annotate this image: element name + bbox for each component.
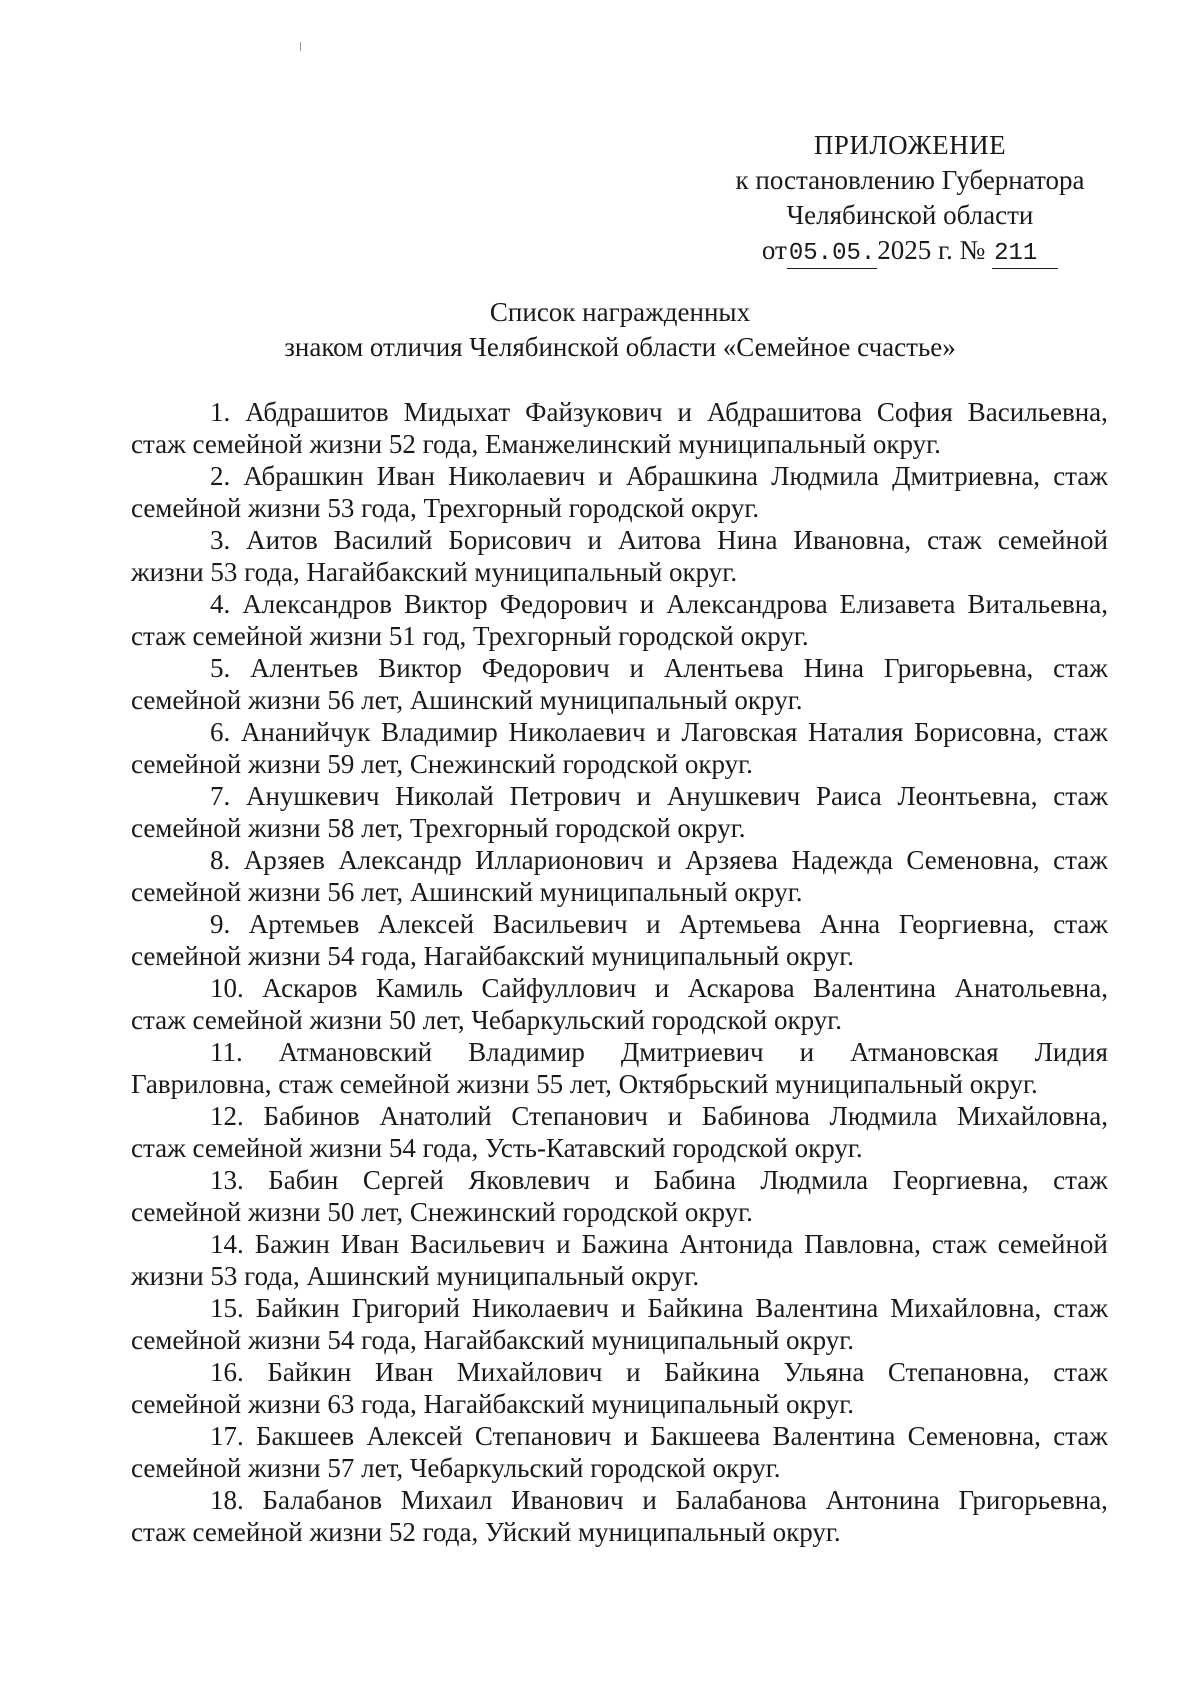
list-item-word: Бабинов [263,1101,360,1131]
list-item-word: Байкин [267,1357,352,1387]
list-item [131,1164,1108,1228]
list-item-word: Виктор [378,653,462,683]
list-item-word: Степанович [474,1421,612,1451]
list-item-word: Антонида [679,1229,794,1259]
list-item-line-2: стаж семейной жизни 50 лет, Чебаркульский городской округ. [131,1005,843,1035]
list-item-line-2: семейной жизни 59 лет, Снежинский городской округ. [131,749,753,779]
list-item-word: и [667,1101,683,1131]
document-title-line-2: знаком отличия Челябинской области «Семейное счастье» [284,332,956,362]
list-item-number: 4. [210,589,231,619]
list-item-word: Людмила [771,461,879,491]
document-title-line-1: Список награжденных [489,297,751,327]
list-item-word: Ульяна [783,1357,865,1387]
list-item [131,844,1108,908]
list-item-word: Николай [395,781,494,811]
list-item-word: Валентина [772,1421,896,1451]
list-item-word: стаж [1053,845,1108,875]
list-item-word: Аитова [617,525,702,555]
appendix-date-line [690,233,1130,269]
list-item-line-2: стаж семейной жизни 54 года, Усть-Катавский городской округ. [131,1133,863,1163]
list-item-word: Василий [333,525,433,555]
list-item [131,780,1108,844]
list-item-line-1 [131,844,1108,876]
list-item-word: стаж [1053,1293,1108,1323]
list-item-line-1 [131,972,1108,1004]
list-item-line-2: семейной жизни 58 лет, Трехгорный городской округ. [131,813,746,843]
list-item-line-1 [131,716,1108,748]
list-item-word: Алентьева [663,653,784,683]
list-item-word: Артемьев [248,909,360,939]
list-item-word: и [629,653,644,683]
list-item-word: Бажин [254,1229,330,1259]
list-item-word: Антонина [825,1485,940,1515]
list-item-word: Мидыхат [403,397,511,427]
list-item [131,908,1108,972]
list-item-word: Васильевич [410,1229,546,1259]
list-item-word: Файзукович [525,397,663,427]
list-item-word: Михаил [400,1485,493,1515]
list-item-word: Артемьева [679,909,802,939]
list-item-line-2: семейной жизни 53 года, Трехгорный городской округ. [131,493,760,523]
list-item-word: Анатолий [379,1101,492,1131]
list-item-word: Валентина [755,1293,879,1323]
list-item-word: стаж [1053,1357,1108,1387]
list-item-number: 17. [210,1421,244,1451]
list-item-word: Людмила [760,1165,869,1195]
list-item-number: 15. [210,1293,244,1323]
list-item-word: и [677,397,692,427]
list-item-number: 9. [210,909,231,939]
list-item-word: Григорьевна, [958,1485,1108,1515]
list-item-word: и [636,781,652,811]
list-item [131,972,1108,1036]
list-item-line-2: семейной жизни 57 лет, Чебаркульский городской округ. [131,1453,781,1483]
list-item-word: Степановна, [887,1357,1030,1387]
list-item-number: 7. [210,781,231,811]
recipients-list [131,396,1108,1548]
list-item-word: Аитов [246,525,318,555]
list-item-word: Анна [819,909,881,939]
list-item-word: Байкина [647,1293,744,1323]
list-item-line-1 [131,1356,1108,1388]
list-item [131,1356,1108,1420]
list-item-word: Балабанов [262,1485,383,1515]
list-item-word: и [626,1357,641,1387]
list-item-word: и [656,717,671,747]
list-item-line-2: стаж семейной жизни 52 года, Уйский муниципальный округ. [131,1517,841,1547]
list-item-number: 5. [210,653,231,683]
list-item-word: стаж [1053,781,1108,811]
list-item-number: 12. [210,1101,244,1131]
list-item [131,1036,1108,1100]
list-item-number: 8. [210,845,231,875]
list-item-word: Васильевич [492,909,628,939]
list-item-word: и [598,461,613,491]
list-item-line-2: семейной жизни 63 года, Нагайбакский муниципальный округ. [131,1389,855,1419]
list-item-number: 14. [210,1229,244,1259]
list-item-line-1 [131,1292,1108,1324]
document-title [0,295,1200,365]
list-item-word: и [639,589,655,619]
list-item-word: Александрова [666,589,828,619]
list-item-word: Бабина [653,1165,736,1195]
date-value: 05.05. [788,240,876,267]
list-item [131,1420,1108,1484]
list-item-word: и [799,1037,815,1067]
list-item [131,1292,1108,1356]
list-item-word: Бажина [581,1229,669,1259]
list-item-word: и [621,1293,636,1323]
list-item-word: Надежда [791,845,893,875]
list-item-word: Анушкевич [245,781,380,811]
list-item-word: и [614,1165,630,1195]
list-item-number: 11. [210,1037,243,1067]
list-item-number: 2. [210,461,231,491]
list-item-word: Елизавета [839,589,956,619]
list-item-line-2: семейной жизни 50 лет, Снежинский городской округ. [131,1197,753,1227]
list-item-word: Георгиевна, [892,1165,1029,1195]
list-item-line-2: Гавриловна, стаж семейной жизни 55 лет, Октябрьский муниципальный округ. [131,1069,1038,1099]
list-item-word: Михайлович [456,1357,603,1387]
list-item-word: Атмановский [278,1037,433,1067]
list-item [131,652,1108,716]
list-item-line-2: семейной жизни 54 года, Нагайбакский муниципальный округ. [131,1325,855,1355]
list-item-word: Бакшеев [256,1421,355,1451]
list-item-word: Абрашкина [625,461,759,491]
list-item-line-1 [131,908,1108,940]
list-item-word: Аскарова [687,973,795,1003]
list-item [131,716,1108,780]
list-item-word: Михайловна, [957,1101,1108,1131]
list-item-word: Николаевич [448,461,586,491]
list-item-word: Павловна, [804,1229,921,1259]
list-item-word: Людмила [829,1101,938,1131]
list-item-word: Иван [340,1229,400,1259]
list-item [131,1100,1108,1164]
list-item-word: Анушкевич [666,781,801,811]
list-item-word: Анатольевна, [954,973,1108,1003]
list-item-word: стаж [1053,1165,1108,1195]
list-item-word: и [642,1485,657,1515]
list-item-number: 1. [210,397,231,427]
list-item-word: Григорьевна, [883,653,1034,683]
list-item-word: Борисович [448,525,572,555]
list-item-word: Абдрашитова [706,397,862,427]
list-item-word: Иван [374,1357,434,1387]
list-item-word: Бабин [268,1165,339,1195]
list-item-word: Нина [717,525,778,555]
list-item-word: Семеновна, [907,1421,1041,1451]
list-item-word: Борисовна, [914,717,1043,747]
list-item-word: стаж [1053,909,1108,939]
list-item-word: Федорович [481,653,610,683]
list-item-word: стаж [1053,717,1108,747]
list-item-line-1 [131,460,1108,492]
list-item-number: 3. [210,525,231,555]
list-item-word: Александр [338,845,462,875]
list-item [131,396,1108,460]
list-item-word: Балабанова [675,1485,807,1515]
approval-block [690,128,1130,269]
list-item-word: Аскаров [262,973,358,1003]
list-item-word: Атмановская [850,1037,999,1067]
decree-number: 211 [992,240,1058,269]
list-item-word: и [654,973,670,1003]
list-item-number: 18. [210,1485,244,1515]
list-item-word: Ивановна, [793,525,912,555]
list-item-line-1 [131,1164,1108,1196]
list-item-word: Григорий [351,1293,460,1323]
appendix-line-2: Челябинской области [786,200,1034,230]
list-item-line-1 [131,1100,1108,1132]
list-item-word: Илларионович [475,845,644,875]
list-item-word: Алексей [377,909,475,939]
list-item-word: Владимир [468,1037,585,1067]
appendix-heading: ПРИЛОЖЕНИЕ [813,130,1007,160]
list-item-word: стаж [931,1229,987,1259]
list-item-number: 16. [210,1357,244,1387]
list-item-line-1 [131,1420,1108,1452]
list-item-word: Байкин [255,1293,340,1323]
list-item-word: Николаевич [508,717,646,747]
list-item-word: и [657,845,672,875]
list-item-number: 6. [210,717,231,747]
list-item [131,1484,1108,1548]
list-item-word: Ананийчук [240,717,371,747]
list-item-word: Лаговская [681,717,798,747]
list-item-word: Федорович [499,589,628,619]
list-item-word: семейной [997,525,1108,555]
list-item-line-2: стаж семейной жизни 51 год, Трехгорный городской округ. [131,621,809,651]
list-item-word: Дмитриевна, [892,461,1041,491]
list-item-word: Владимир [381,717,498,747]
scan-mark [300,42,301,51]
list-item-word: Семеновна, [906,845,1040,875]
date-year-suffix: 2025 г. № [877,235,986,265]
list-item-word: Георгиевна, [898,909,1035,939]
list-item-word: стаж [927,525,982,555]
list-item-line-2: семейной жизни 56 лет, Ашинский муниципальный округ. [131,685,803,715]
list-item-word: и [623,1421,639,1451]
list-item-line-1 [131,1036,1108,1068]
list-item-word: Леонтьевна, [897,781,1038,811]
list-item [131,1228,1108,1292]
list-item-line-2: жизни 53 года, Ашинский муниципальный округ. [131,1261,700,1291]
list-item-word: Яковлевич [468,1165,591,1195]
list-item-word: Валентина [813,973,936,1003]
list-item-word: Николаевич [471,1293,609,1323]
list-item-word: Алентьев [250,653,359,683]
list-item-word: и [646,909,661,939]
list-item-word: Виктор [404,589,488,619]
list-item-word: Иванович [511,1485,624,1515]
list-item-word: Камиль [376,973,463,1003]
list-item-line-1 [131,588,1108,620]
list-item-word: Байкина [664,1357,761,1387]
list-item-line-2: жизни 53 года, Нагайбакский муниципальный округ. [131,557,738,587]
list-item-word: Лидия [1034,1037,1108,1067]
appendix-line-1: к постановлению Губернатора [735,165,1085,195]
list-item-line-2: семейной жизни 54 года, Нагайбакский муниципальный округ. [131,941,855,971]
list-item-number: 10. [210,973,244,1003]
list-item-word: Александров [242,589,392,619]
list-item-word: Арзяева [685,845,778,875]
list-item [131,524,1108,588]
list-item-word: Абрашкин [243,461,364,491]
list-item-word: Арзяев [243,845,325,875]
list-item-word: Степанович [511,1101,648,1131]
list-item-word: стаж [1053,653,1108,683]
list-item-word: Сайфуллович [481,973,637,1003]
list-item-word: Бакшеева [650,1421,761,1451]
list-item-word: Витальевна, [967,589,1108,619]
list-item-word: София [876,397,953,427]
list-item-number: 13. [210,1165,244,1195]
list-item-word: Алексей [366,1421,463,1451]
list-item-word: Наталия [807,717,904,747]
list-item-word: Петрович [509,781,621,811]
list-item-word: Васильевна, [967,397,1108,427]
list-item-word: Абдрашитов [245,397,389,427]
list-item-word: Иван [376,461,435,491]
list-item-line-1 [131,524,1108,556]
list-item-word: Дмитриевич [620,1037,764,1067]
list-item-line-1 [131,1484,1108,1516]
date-prefix: от [761,235,787,265]
list-item [131,460,1108,524]
list-item-word: и [556,1229,571,1259]
list-item-word: стаж [1053,1421,1108,1451]
list-item-line-2: стаж семейной жизни 52 года, Еманжелинский муниципальный округ. [131,429,941,459]
list-item-line-1 [131,652,1108,684]
list-item-word: Михайловна, [890,1293,1042,1323]
list-item-word: Бабинова [701,1101,810,1131]
list-item-word: Нина [803,653,864,683]
list-item [131,588,1108,652]
list-item-word: семейной [997,1229,1108,1259]
list-item-line-1 [131,396,1108,428]
list-item-word: Раиса [815,781,882,811]
list-item-word: Сергей [362,1165,444,1195]
list-item-word: стаж [1053,461,1108,491]
list-item-line-2: семейной жизни 56 лет, Ашинский муниципальный округ. [131,877,803,907]
list-item-line-1 [131,780,1108,812]
list-item-word: и [587,525,602,555]
list-item-line-1 [131,1228,1108,1260]
